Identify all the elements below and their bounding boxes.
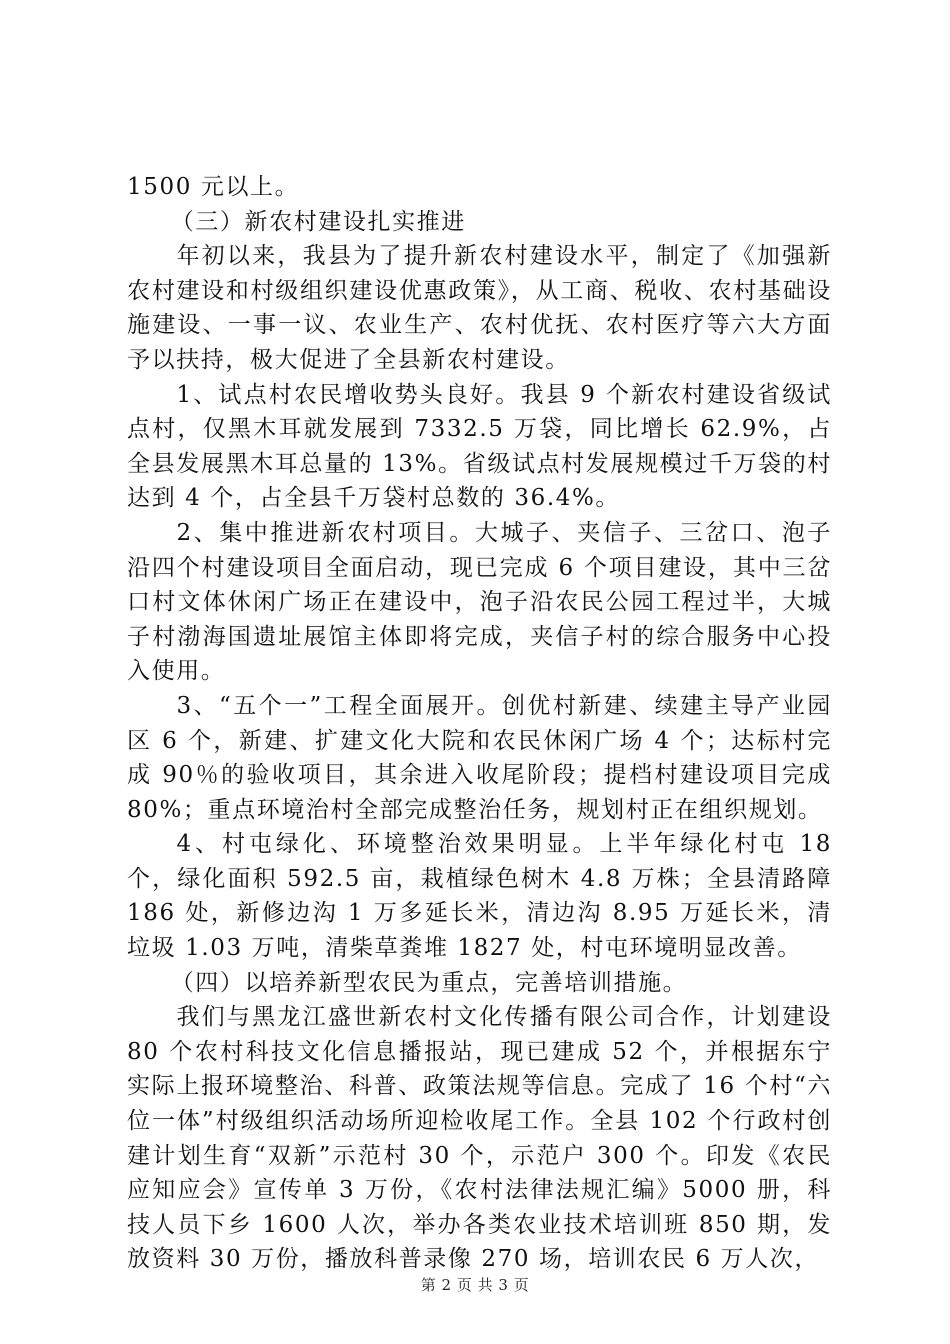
document-body — [127, 170, 832, 1277]
paragraph-item-1: 1、试点村农民增收势头良好。我县 9 个新农村建设省级试点村，仅黑木耳就发展到 7332.5 万袋，同比增长 62.9%，占全县发展黑木耳总量的 13%。省级试点村发展规模过千万袋的村达到 4 个，占全县千万袋村总数的 36.4%。 — [127, 381, 832, 512]
section-heading-3: （三）新农村建设扎实推进 — [170, 208, 466, 235]
paragraph-item-3: 3、“五个一”工程全面展开。创优村新建、续建主导产业园区 6 个，新建、扩建文化大院和农民休闲广场 4 个；达标村完成 90％的验收项目，其余进入收尾阶段；提档村建设项目完成 80%；重点环境治村全部完成整治任务，规划村正在组织规划。 — [127, 692, 832, 823]
section-heading-4: （四）以培养新型农民为重点，完善培训措施。 — [170, 969, 688, 996]
paragraph-policy: 年初以来，我县为了提升新农村建设水平，制定了《加强新农村建设和村级组织建设优惠政策》，从工商、税收、农村基础设施建设、一事一议、农业生产、农村优抚、农村医疗等六大方面予以扶持，极大促进了全县新农村建设。 — [127, 243, 832, 373]
paragraph-training: 我们与黑龙江盛世新农村文化传播有限公司合作，计划建设 80 个农村科技文化信息播报站，现已建成 52 个，并根据东宁实际上报环境整治、科普、政策法规等信息。完成了 16 个村“六位一体”村级组织活动场所迎检收尾工作。全县 102 个行政村创建计划生育“双新”示范村 30 个，示范户 300 个。印发《农民应知应会》宣传单 3 万份，《农村法律法规汇编》5000 册，科技人员下乡 1600 人次，举办各类农业技术培训班 850 期，发放资料 30 万份，播放科普录像 270 场，培训农民 6 万人次， — [127, 1004, 832, 1273]
page-footer: 第 2 页 共 3 页 — [420, 1276, 530, 1294]
paragraph-item-4: 4、村屯绿化、环境整治效果明显。上半年绿化村屯 18 个，绿化面积 592.5 亩，栽植绿色树木 4.8 万株；全县清路障 186 处，新修边沟 1 万多延长米，清边沟 8.95 万延长米，清垃圾 1.03 万吨，清柴草粪堆 1827 处，村屯环境明显改善。 — [127, 831, 832, 962]
paragraph-item-2: 2、集中推进新农村项目。大城子、夹信子、三岔口、泡子沿四个村建设项目全面启动，现已完成 6 个项目建设，其中三岔口村文体休闲广场正在建设中，泡子沿农民公园工程过半，大城子村渤海国遗址展馆主体即将完成，夹信子村的综合服务中心投入使用。 — [127, 519, 832, 685]
paragraph-continuation: 1500 元以上。 — [127, 174, 300, 200]
